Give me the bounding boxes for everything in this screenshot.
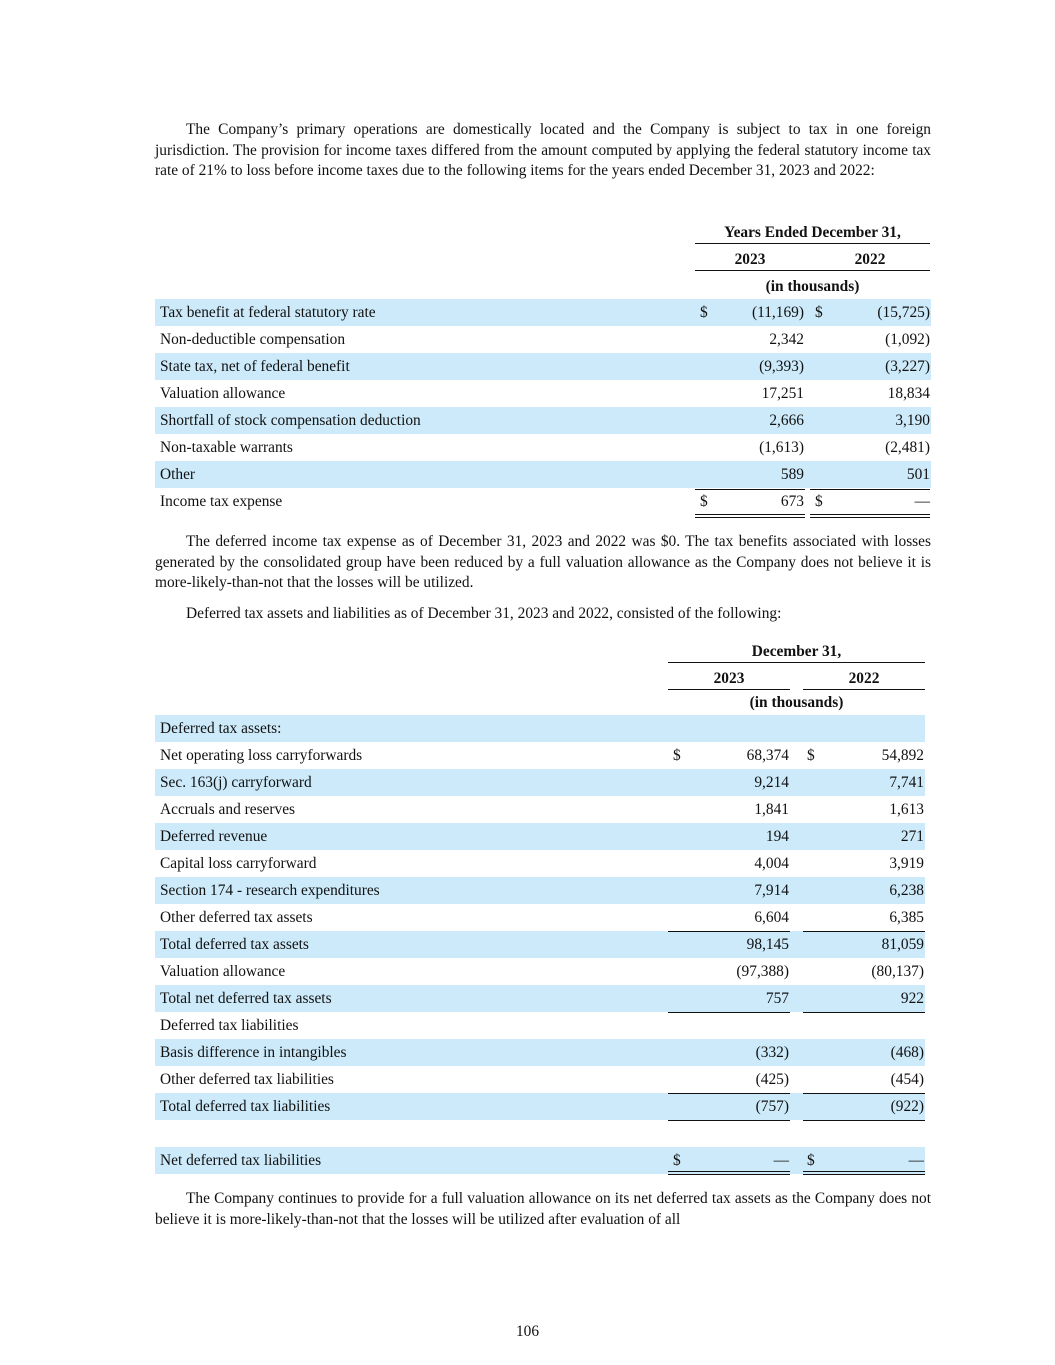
table2-header: December 31,	[751, 643, 842, 660]
currency-symbol: $	[673, 1152, 681, 1169]
value-2022: (922)	[890, 1098, 924, 1115]
row-label: Basis difference in intangibles	[160, 1044, 347, 1061]
value-2023: 7,914	[754, 882, 789, 899]
value-2022: (1,092)	[885, 331, 930, 348]
value-2023	[685, 1012, 789, 1039]
table-row	[155, 850, 925, 877]
row-label: Valuation allowance	[160, 385, 286, 402]
value-2022: 271	[900, 828, 924, 845]
table-row	[155, 877, 925, 904]
row-label: Capital loss carryforward	[160, 855, 317, 872]
row-label: Other deferred tax liabilities	[160, 1071, 334, 1088]
value-2023	[685, 715, 789, 742]
value-2022: —	[908, 1152, 924, 1169]
value-2023: 2,666	[769, 412, 804, 429]
table-row	[155, 461, 931, 488]
table1-year2: 2022	[854, 251, 886, 268]
value-2022	[820, 1012, 924, 1039]
table1-header: Years Ended December 31,	[724, 224, 901, 241]
row-label: Accruals and reserves	[160, 801, 296, 818]
table-row	[155, 380, 931, 407]
currency-symbol: $	[700, 493, 708, 510]
table-row	[155, 434, 931, 461]
value-2022: (468)	[890, 1044, 924, 1061]
row-label: Other deferred tax assets	[160, 909, 313, 926]
currency-symbol: $	[807, 747, 815, 764]
table-row	[155, 299, 931, 326]
value-2023: (757)	[755, 1098, 789, 1115]
value-2023: 757	[765, 990, 789, 1007]
value-2022: (3,227)	[885, 358, 930, 375]
table-row	[155, 958, 925, 985]
value-2023: 4,004	[754, 855, 789, 872]
value-2023: 194	[765, 828, 789, 845]
deferred-intro-paragraph: Deferred tax assets and liabilities as of December 31, 2023 and 2022, consisted of the following:	[186, 605, 782, 622]
closing-paragraph: The Company continues to provide for a full valuation allowance on its net deferred tax assets as the Company does not believe it is more-likely-than-not that the losses will be utilized after evaluation of all	[155, 1190, 931, 1228]
value-2023: 98,145	[746, 936, 789, 953]
table-row	[155, 715, 925, 742]
table1-year1: 2023	[734, 251, 766, 268]
table-row	[155, 488, 931, 515]
value-2022	[820, 1120, 924, 1147]
row-label: Sec. 163(j) carryforward	[160, 774, 312, 791]
row-label: Tax benefit at federal statutory rate	[160, 304, 376, 321]
row-label: Deferred tax assets:	[160, 720, 282, 737]
table-row	[155, 985, 925, 1012]
value-2023: (11,169)	[751, 304, 804, 321]
value-2022: 81,059	[881, 936, 924, 953]
table2-units: (in thousands)	[749, 694, 844, 711]
table-row	[155, 769, 925, 796]
value-2023: 68,374	[746, 747, 789, 764]
value-2022: 3,190	[895, 412, 930, 429]
table2-year2: 2022	[848, 670, 880, 687]
table-row	[155, 407, 931, 434]
value-2022: 6,238	[889, 882, 924, 899]
table-row	[155, 796, 925, 823]
table-row	[155, 1147, 925, 1174]
table-row	[155, 1012, 925, 1039]
value-2023: 589	[780, 466, 804, 483]
row-label: Net deferred tax liabilities	[160, 1152, 322, 1169]
value-2022: (15,725)	[877, 304, 930, 321]
value-2022: 3,919	[889, 855, 924, 872]
currency-symbol: $	[807, 1152, 815, 1169]
row-label: Total deferred tax liabilities	[160, 1098, 331, 1115]
table-row	[155, 1039, 925, 1066]
table-row	[155, 904, 925, 931]
value-2023: (425)	[755, 1071, 789, 1088]
value-2022: 6,385	[889, 909, 924, 926]
value-2023: (332)	[755, 1044, 789, 1061]
value-2022: 501	[906, 466, 930, 483]
table-row	[155, 1120, 925, 1147]
value-2023: 17,251	[761, 385, 804, 402]
row-label: Deferred tax liabilities	[160, 1017, 299, 1034]
value-2023	[685, 1120, 789, 1147]
table-row	[155, 326, 931, 353]
middle-paragraph: The deferred income tax expense as of December 31, 2023 and 2022 was $0. The tax benefits associated with losses generated by the consolidated group have been reduced by a full valuation allowance as the Company does not believe it is more-likely-than-not that the losses will be utilized.	[155, 533, 931, 592]
value-2022: 922	[900, 990, 924, 1007]
currency-symbol: $	[815, 493, 823, 510]
table1-units: (in thousands)	[765, 278, 860, 295]
value-2023: (97,388)	[736, 963, 789, 980]
row-label: Non-deductible compensation	[160, 331, 346, 348]
value-2023: 2,342	[769, 331, 804, 348]
currency-symbol: $	[815, 304, 823, 321]
row-label: Total net deferred tax assets	[160, 990, 332, 1007]
value-2022: (80,137)	[871, 963, 924, 980]
value-2022: 18,834	[887, 385, 930, 402]
value-2022: (2,481)	[885, 439, 930, 456]
table-row	[155, 742, 925, 769]
table2-year1: 2023	[713, 670, 745, 687]
value-2023: 673	[780, 493, 804, 510]
table-row	[155, 823, 925, 850]
value-2022: —	[914, 493, 930, 510]
value-2023: 9,214	[754, 774, 789, 791]
value-2022: 7,741	[889, 774, 924, 791]
row-label: Income tax expense	[160, 493, 283, 510]
value-2022: 1,613	[889, 801, 924, 818]
intro-paragraph: The Company’s primary operations are domestically located and the Company is subject to tax in one foreign jurisdiction. The provision for income taxes differed from the amount computed by applying the federal statutory income tax rate of 21% to loss before income taxes due to the following items for the years ended December 31, 2023 and 2022:	[155, 121, 931, 180]
row-label: Valuation allowance	[160, 963, 286, 980]
row-label: Non-taxable warrants	[160, 439, 293, 456]
row-label: Total deferred tax assets	[160, 936, 309, 953]
value-2022: (454)	[890, 1071, 924, 1088]
row-label: Deferred revenue	[160, 828, 268, 845]
value-2023: (9,393)	[759, 358, 804, 375]
row-label: Other	[160, 466, 196, 483]
row-label: Shortfall of stock compensation deduction	[160, 412, 421, 429]
table-row	[155, 931, 925, 958]
value-2023: —	[773, 1152, 789, 1169]
value-2023: 6,604	[754, 909, 789, 926]
currency-symbol: $	[673, 747, 681, 764]
table-row	[155, 1066, 925, 1093]
value-2023: 1,841	[754, 801, 789, 818]
value-2023: (1,613)	[759, 439, 804, 456]
row-label: Net operating loss carryforwards	[160, 747, 363, 764]
row-label: State tax, net of federal benefit	[160, 358, 350, 375]
value-2022	[820, 715, 924, 742]
table-row	[155, 1093, 925, 1120]
row-label: Section 174 - research expenditures	[160, 882, 380, 899]
table-row	[155, 353, 931, 380]
value-2022: 54,892	[881, 747, 924, 764]
page-number: 106	[515, 1323, 540, 1340]
currency-symbol: $	[700, 304, 708, 321]
